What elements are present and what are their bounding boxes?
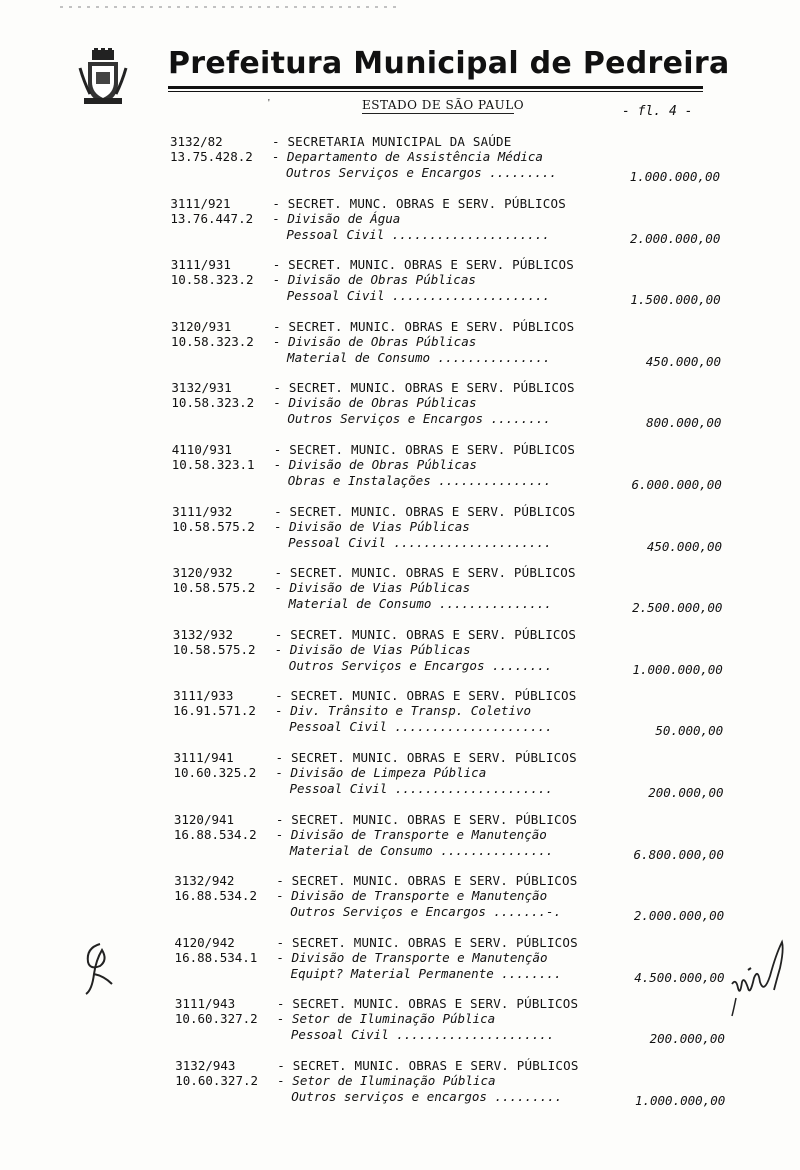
program-code: 10.60.327.2 [174,1011,258,1027]
account-code: 3132/82 [170,134,223,149]
amount-value: 2.000.000,00 [630,230,721,246]
account-code: 3120/941 [173,811,235,827]
division-name: - Setor de Iluminação Pública [277,1072,496,1088]
entry-line-1 [170,196,566,212]
entry-line-2 [175,950,548,966]
amount-value: 6.000.000,00 [631,476,722,492]
amount-value: 800.000,00 [646,415,722,431]
budget-entry [175,1058,745,1120]
amount-value: 1.000.000,00 [629,169,720,184]
division-name: - Divisão de Vias Públicas [274,518,470,534]
expense-item: Outros serviços e encargos ......... [291,1088,563,1104]
program-code: 16.88.534.2 [174,888,257,904]
account-code: 4120/942 [174,934,235,950]
division-name: - Setor de Iluminação Pública [276,1011,496,1027]
page-title: Prefeitura Municipal de Pedreira [168,46,730,81]
title-rule-thin [168,91,703,92]
program-code: 16.88.534.1 [174,949,258,965]
entry-line-1 [172,442,575,458]
amount-value: 6.800.000,00 [633,846,724,862]
expense-item: Equipt? Material Permanente ........ [290,965,562,981]
state-label: ESTADO DE SÃO PAULO [362,98,525,112]
amount-value: 200.000,00 [648,784,724,800]
amount-value: 1.000.000,00 [634,1092,726,1108]
budget-entry [171,257,741,319]
budget-entry [172,504,742,566]
entry-line-2 [172,519,470,535]
account-code: 3132/932 [172,626,234,642]
secretariat-name: - SECRET. MUNIC. OBRAS E SERV. PÚBLICOS [276,934,578,950]
amount-value: 4.500.000,00 [634,969,725,985]
entry-line-1 [172,565,575,581]
division-name: - Divisão de Transporte e Manutenção [276,888,548,904]
amount-value: 1.000.000,00 [632,661,723,677]
entry-line-2 [171,395,476,411]
account-code: 4110/931 [171,441,232,457]
secretariat-name: - SECRETARIA MUNICIPAL DA SAÚDE [272,134,512,149]
amount-value: 2.500.000,00 [632,600,723,616]
program-code: 10.58.575.2 [172,518,255,534]
entry-line-1 [172,504,575,520]
entry-line-1 [171,380,574,396]
account-code: 3111/943 [174,996,236,1012]
budget-entry [174,873,744,935]
division-name: - Divisão de Transporte e Manutenção [276,949,548,965]
expense-item: Pessoal Civil ..................... [286,288,551,304]
budget-entries [170,134,740,1120]
budget-entry [170,196,740,258]
entry-line-1 [170,134,512,150]
entry-line-2 [171,272,476,288]
budget-entry [171,380,741,442]
entry-line-2 [175,1073,495,1089]
division-name: - Div. Trânsito e Transp. Coletivo [275,703,532,719]
expense-item: Pessoal Civil ..................... [289,780,553,796]
secretariat-name: - SECRET. MUNIC. OBRAS E SERV. PÚBLICOS [275,688,577,704]
secretariat-name: - SECRET. MUNIC. OBRAS E SERV. PÚBLICOS [276,873,578,889]
expense-item: Pessoal Civil ..................... [288,534,552,550]
program-code: 10.60.325.2 [173,764,257,780]
expense-item: Outros Serviços e Encargos ........ [287,411,551,427]
secretariat-name: - SECRET. MUNIC. OBRAS E SERV. PÚBLICOS [273,441,576,457]
program-code: 10.58.323.2 [170,272,254,288]
secretariat-name: - SECRET. MUNIC. OBRAS E SERV. PÚBLICOS [275,749,577,765]
program-code: 10.58.323.2 [171,333,254,349]
account-code: 3132/943 [175,1057,236,1073]
expense-item: Material de Consumo ............... [289,842,554,858]
entry-line-2 [174,827,547,843]
entry-line-1 [174,812,577,828]
expense-item: Obras e Instalações ............... [287,472,552,488]
expense-item: Material de Consumo ............... [287,349,551,365]
entry-line-1 [175,1058,578,1074]
program-code: 10.58.575.2 [172,641,256,657]
entry-line-2 [170,211,400,227]
budget-entry [174,750,744,812]
account-code: 3111/941 [173,749,234,765]
account-code: 3120/931 [171,318,232,334]
account-code: 3111/921 [170,195,231,211]
expense-item: Pessoal Civil ..................... [290,1027,555,1043]
program-code: 10.60.327.2 [175,1072,259,1088]
entry-line-1 [171,257,574,273]
entry-line-2 [174,765,487,781]
division-name: - Divisão de Obras Públicas [272,272,476,288]
entry-line-2 [171,334,476,350]
budget-entry [175,935,745,997]
division-name: - Divisão de Limpeza Pública [275,764,487,780]
secretariat-name: - SECRET. MUNIC. OBRAS E SERV. PÚBLICOS [274,565,576,581]
entry-line-2 [172,457,477,473]
division-name: - Divisão de Obras Públicas [273,395,477,411]
expense-item: Pessoal Civil ..................... [286,226,550,242]
budget-entry [172,565,742,627]
municipal-crest-icon [78,48,128,106]
account-code: 3111/932 [172,503,233,519]
division-name: - Divisão de Obras Públicas [273,333,477,349]
budget-entry [173,627,743,689]
entry-line-2 [175,1011,495,1027]
program-code: 16.91.571.2 [173,703,256,719]
secretariat-name: - SECRET. MUNIC. OBRAS E SERV. PÚBLICOS [274,503,576,519]
secretariat-name: - SECRET. MUNIC. OBRAS E SERV. PÚBLICOS [272,257,574,273]
state-underline [362,113,514,114]
division-name: - Divisão de Transporte e Manutenção [275,826,547,842]
account-code: 3132/931 [171,380,232,396]
scan-artifact [60,6,400,8]
budget-entry [173,688,743,750]
account-code: 3111/931 [170,257,231,273]
entry-line-2 [172,580,470,596]
division-name: - Divisão de Vias Públicas [274,641,471,657]
program-code: 10.58.323.2 [171,395,255,411]
folio-number: - fl. 4 - [622,104,693,119]
title-rule [168,86,703,89]
amount-value: 2.000.000,00 [633,908,725,924]
division-name: - Divisão de Obras Públicas [273,456,477,472]
entry-line-1 [174,873,577,889]
budget-entry [175,996,745,1058]
expense-item: Outros Serviços e Encargos .......-. [290,904,562,920]
entry-line-2 [174,888,547,904]
handwritten-initial-icon [78,940,118,998]
account-code: 3111/933 [173,688,234,704]
division-name: - Divisão de Água [272,210,401,226]
amount-value: 1.500.000,00 [630,292,721,308]
amount-value: 450.000,00 [646,538,723,554]
budget-entry [174,812,744,874]
program-code: 10.58.575.2 [172,580,256,596]
expense-item: Outros Serviços e Encargos ........ [288,657,553,673]
program-code: 10.58.323.1 [171,456,255,472]
program-code: 13.75.428.2 [170,149,253,164]
budget-entry [172,442,742,504]
entry-line-1 [173,688,576,704]
secretariat-name: - SECRET. MUNIC. OBRAS E SERV. PÚBLICOS [273,380,575,396]
scan-mark: ' [268,98,270,109]
secretariat-name: - SECRET. MUNC. OBRAS E SERV. PÚBLICOS [272,195,566,211]
amount-value: 450.000,00 [645,353,722,369]
program-code: 16.88.534.2 [173,826,257,842]
secretariat-name: - SECRET. MUNIC. OBRAS E SERV. PÚBLICOS [275,811,578,827]
account-code: 3132/942 [174,873,235,889]
program-code: 13.76.447.2 [170,210,254,226]
secretariat-name: - SECRET. MUNIC. OBRAS E SERV. PÚBLICOS [276,996,579,1012]
budget-entry [170,134,740,196]
expense-item: Pessoal Civil ..................... [289,719,553,735]
amount-value: 200.000,00 [649,1031,725,1047]
secretariat-name: - SECRET. MUNIC. OBRAS E SERV. PÚBLICOS [274,626,577,642]
amount-value: 50.000,00 [655,723,724,739]
entry-line-1 [173,627,576,643]
expense-item: Outros Serviços e Encargos ......... [286,165,557,180]
entry-line-2 [173,642,471,658]
expense-item: Material de Consumo ............... [288,596,552,612]
account-code: 3120/932 [172,565,233,581]
entry-line-1 [175,935,578,951]
division-name: - Departamento de Assistência Médica [272,149,543,164]
entry-line-2 [173,703,531,719]
entry-line-2 [170,149,543,165]
entry-line-1 [175,996,578,1012]
secretariat-name: - SECRET. MUNIC. OBRAS E SERV. PÚBLICOS [273,318,575,334]
handwritten-signature-icon [730,938,790,1018]
entry-line-1 [174,750,577,766]
budget-entry [171,319,741,381]
entry-line-1 [171,319,574,335]
secretariat-name: - SECRET. MUNIC. OBRAS E SERV. PÚBLICOS [277,1057,579,1073]
division-name: - Divisão de Vias Públicas [274,580,471,596]
